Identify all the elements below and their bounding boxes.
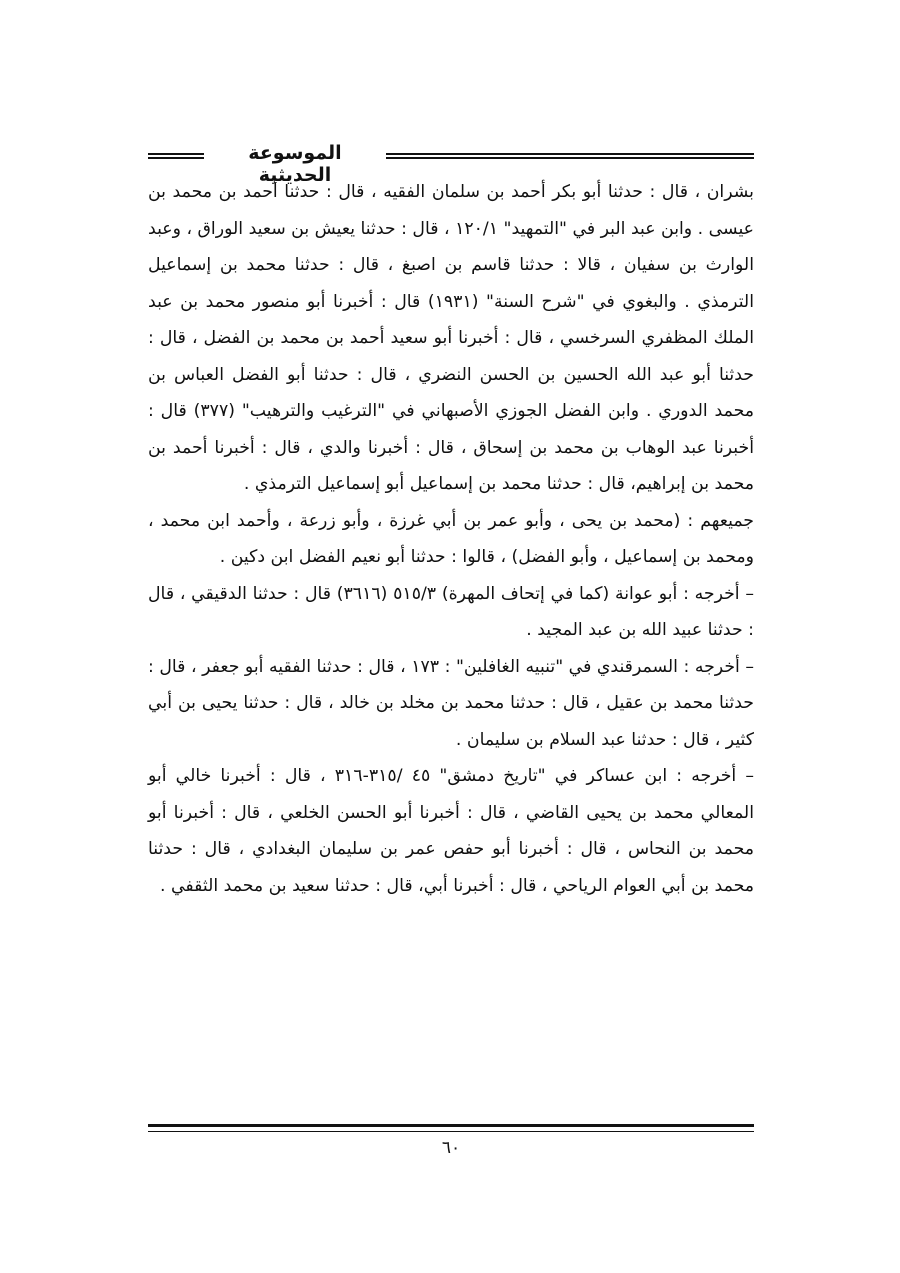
page-number: ٦٠: [441, 1138, 461, 1158]
paragraph: – أخرجه : السمرقندي في "تنبيه الغافلين" : ١٧٣ ، قال : حدثنا الفقيه أبو جعفر ، قال : حدثنا محمد بن عقيل ، قال : حدثنا محمد بن مخلد بن خالد ، قال : حدثنا يحيى بن أبي كثير ، قال : حدثنا عبد السلام بن سليمان .: [148, 656, 754, 750]
paragraph: – أخرجه : أبو عوانة (كما في إتحاف المهرة) ٥١٥/٣ (٣٦١٦) قال : حدثنا الدقيقي ، قال : حدثنا عبيد الله بن عبد المجيد .: [148, 583, 754, 640]
footer-rule-thick: [148, 1124, 754, 1127]
running-header: [148, 140, 754, 186]
main-text: [148, 174, 754, 904]
paragraph: – أخرجه : ابن عساكر في "تاريخ دمشق" ٤٥ /٣١٥-٣١٦ ، قال : أخبرنا خالي أبو المعالي محمد بن يحيى القاضي ، قال : أخبرنا أبو الحسن الخلعي ، قال : أخبرنا أبو محمد بن النحاس ، قال : أخبرنا أبو حفص عمر بن سليمان البغدادي ، قال : حدثنا محمد بن أبي العوام الرياحي ، قال : أخبرنا أبي، قال : حدثنا سعيد بن محمد الثقفي .: [148, 766, 754, 896]
paragraph: جميعهم : (محمد بن يحى ، وأبو عمر بن أبي غرزة ، وأبو زرعة ، وأحمد ابن محمد ، ومحمد بن إسماعيل ، وأبو الفضل) ، قالوا : حدثنا أبو نعيم الفضل ابن دكين .: [148, 510, 754, 567]
page-title: الموسوعة الحديثية: [248, 142, 342, 186]
header-rule-right: [386, 153, 754, 159]
header-rule-left: [148, 153, 204, 159]
footer-rule-thin: [148, 1131, 754, 1132]
paragraph: بشران ، قال : حدثنا أبو بكر أحمد بن سلمان الفقيه ، قال : حدثنا أحمد بن محمد بن عيسى . وابن عبد البر في "التمهيد" ١٢٠/١ ، قال : حدثنا يعيش بن سعيد الوراق ، وعبد الوارث بن سفيان ، قالا : حدثنا قاسم بن اصبغ ، قال : حدثنا محمد بن إسماعيل الترمذي . والبغوي في "شرح السنة" (١٩٣١) قال : أخبرنا أبو منصور محمد بن عبد الملك المظفري السرخسي ، قال : أخبرنا أبو سعيد أحمد بن محمد بن الفضل ، قال : حدثنا أبو عبد الله الحسين بن الحسن النضري ، قال : حدثنا أبو الفضل العباس بن محمد الدوري . وابن الفضل الجوزي الأصبهاني في "الترغيب والترهيب" (٣٧٧) قال : أخبرنا عبد الوهاب بن محمد بن إسحاق ، قال : أخبرنا والدي ، قال : أخبرنا أحمد بن محمد بن إبراهيم، قال : حدثنا محمد بن إسماعيل أبو إسماعيل الترمذي .: [148, 182, 754, 494]
